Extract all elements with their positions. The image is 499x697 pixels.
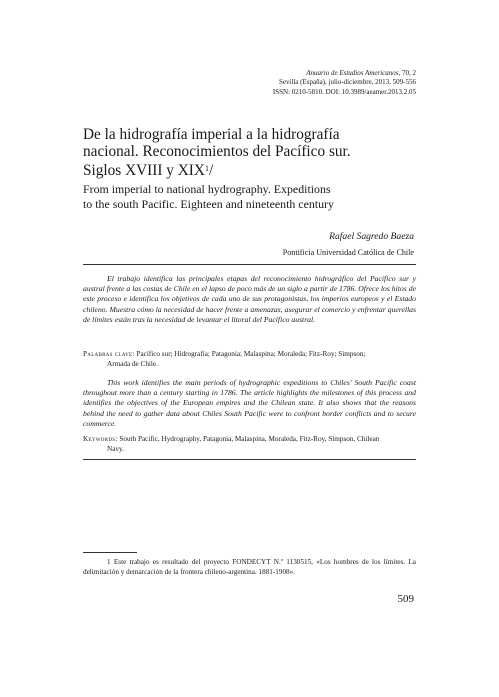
title-line-3 [83,160,423,179]
author-affiliation: Pontificia Universidad Católica de Chile [282,248,414,257]
abstract-spanish [83,274,416,325]
article-subtitle [83,182,423,212]
journal-place-date: Sevilla (España), julio-diciembre, 2013, 509-556 [278,78,416,87]
abstract-english [83,378,416,429]
divider-bottom [83,459,416,460]
article-title [83,126,423,180]
title-line-3-text: Siglos XVIII y XIX [83,162,205,180]
keywords-spanish-line-2: Armada de Chile. [107,359,158,368]
footnote-divider [83,552,137,553]
keywords-spanish-label: Palabras clave: [83,350,135,358]
journal-issn-doi: ISSN: 0210-5810. DOI: 10.3989/aeamer.2013.2.05 [272,87,416,96]
journal-volume: , 70, 2 [398,69,416,77]
subtitle-line-2: to the south Pacific. Eighteen and nineteenth century [83,197,334,212]
journal-citation [273,69,416,78]
abstract-english-text: This work identifies the main periods of hydrographic expeditions to Chiles' South Pacific coast throughout more than a century starting in 1786. The article highlights the milestones of this process and identifies the objectives of the European empires and the Chilean state. It also shows that the reasons behind the need to gather data about Chiles South Pacific were to confront border conflicts and to secure commerce. [83,378,416,428]
keywords-spanish [83,350,416,370]
title-line-3-end: / [208,162,214,180]
footnote-marker[interactable]: 1 [204,164,209,174]
journal-name: Anuario de Estudios Americanos [306,69,399,77]
keywords-spanish-line-1 [83,350,416,360]
title-line-2: nacional. Reconocimientos del Pacífico sur. [83,143,351,161]
keywords-english-label: Keywords: [83,435,118,443]
page-number: 509 [397,593,414,605]
running-header [273,69,416,97]
abstract-spanish-text: El trabajo identifica las principales etapas del reconocimiento hidrográfico del Pacífico sur y austral frente a las costas de Chile en el lapso de poco más de un siglo a partir de 1786. Ofrece los hitos de este proceso e identifica los objetivos de cada uno de sus protagonistas, los imperios europeos y el Estado chileno. Muestra cómo la necesidad de hacer frente a amenazas, asegurar el comercio y enfrentar querellas de límites están tras la necesidad de levantar el litoral del Pacífico austral. [83,274,416,324]
keywords-spanish-list: Pacífico sur; Hidrografía; Patagonia; Malaspina; Moraleda; Fitz-Roy; Simpson; [134,350,366,358]
title-line-1: De la hidrografía imperial a la hidrografía [83,126,340,143]
divider-top [83,264,416,265]
keywords-english [83,435,416,455]
keywords-english-list: South Pacific, Hydrography, Patagonia, Malaspina, Moraleda, Fitz-Roy, Simpson, Chilean [117,435,380,443]
footnote [83,558,416,578]
subtitle-line-1: From imperial to national hydrography. Expeditions [83,182,331,196]
author-name: Rafael Sagredo Baeza [329,231,414,242]
keywords-english-line-1 [83,435,416,445]
footnote-text: 1 Este trabajo es resultado del proyecto FONDECYT N.º 1130515, «Los hombres de los límites. La delimitación y demarcación de la frontera chileno-argentina. 1881-1908». [83,558,416,576]
keywords-english-line-2: Navy. [107,444,124,453]
